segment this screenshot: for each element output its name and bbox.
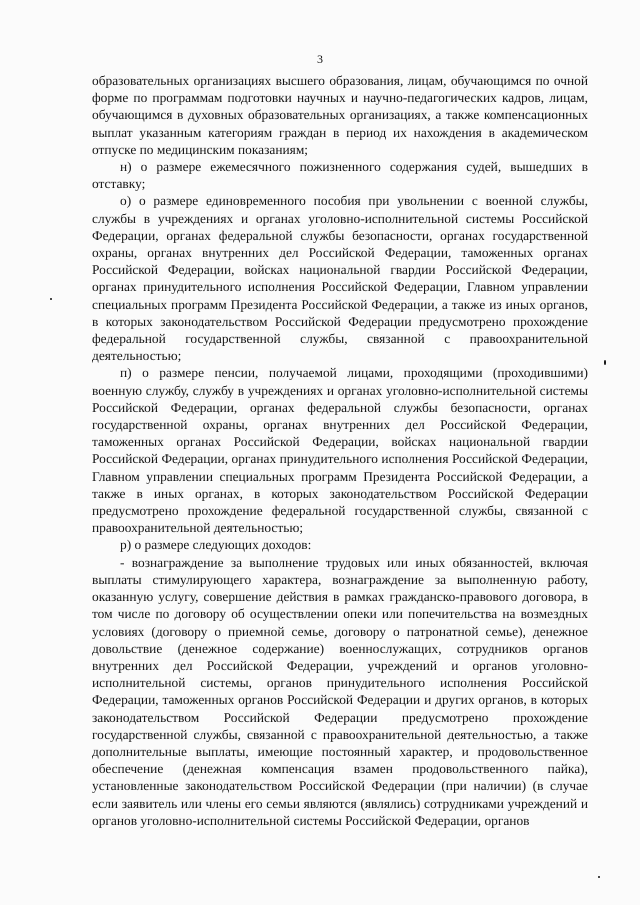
scan-speck	[50, 298, 52, 300]
paragraph-item-r: р) о размере следующих доходов:	[120, 537, 312, 553]
paragraph-continuation: образовательных организациях высшего образования, лицам, обучающимся по очной форме по программам подготовки научных и научно-педагогических кадров, лицам, обучающимся в духовных образовательных организациях, а также компенсационных выплат указанным категориям граждан в период их нахождения в академическом отпуске по медицинским показаниям;	[92, 73, 588, 157]
scan-speck	[604, 360, 606, 365]
paragraph-item-o: о) о размере единовременного пособия при увольнении с военной службы, службы в учреждениях и органах уголовно-исполнительной системы Российской Федерации, органах федеральной службы безопасности, органах государственной охраны, органах внутренних дел Российской Федерации, таможенных органах Российской Федерации, войсках национальной гвардии Российской Федерации, органах принудительного исполнения Российской Федерации, Главном управлении специальных программ Президента Российской Федерации, а также из иных органов, в которых законодательством Российской Федерации предусмотрено прохождение федеральной государственной службы, связанной с правоохранительной деятельностью;	[92, 193, 588, 364]
page-number: 3	[317, 52, 323, 66]
paragraph-item-p: п) о размере пенсии, получаемой лицами, проходящими (проходившими) военную службу, службу в учреждениях и органах уголовно-исполнительной системы Российской Федерации, органах федеральной службы безопасности, органах государственной охраны, органах внутренних дел Российской Федерации, таможенных органах Российской Федерации, войсках национальной гвардии Российской Федерации, органах принудительного исполнения Российской Федерации, Главном управлении специальных программ Президента Российской Федерации, а также в иных органах, в которых законодательством Российской Федерации предусмотрено прохождение федеральной государственной службы, связанной с правоохранительной деятельностью;	[92, 365, 588, 536]
scan-speck	[598, 876, 600, 878]
paragraph-item-r-income: - вознаграждение за выполнение трудовых или иных обязанностей, включая выплаты стимулирующего характера, вознаграждение за выполненную работу, оказанную услугу, совершение действия в рамках гражданско-правового договора, в том числе по договору об осуществлении опеки или попечительства на возмездных условиях (договору о приемной семье, договору о патронатной семье), денежное довольствие (денежное содержание) военнослужащих, сотрудников органов внутренних дел Российской Федерации, учреждений и органов уголовно-исполнительной системы, органов принудительного исполнения Российской Федерации, таможенных органов Российской Федерации и других органов, в которых законодательством Российской Федерации предусмотрено прохождение государственной службы, связанной с правоохранительной деятельностью, а также дополнительные выплаты, имеющие постоянный характер, и продовольственное обеспечение (денежная компенсация взамен продовольственного пайка), установленные законодательством Российской Федерации (при наличии) (в случае если заявитель или члены его семьи являются (являлись) сотрудниками учреждений и органов уголовно-исполнительной системы Российской Федерации, органов	[92, 554, 588, 828]
document-body	[92, 72, 588, 829]
paragraph-item-n: н) о размере ежемесячного пожизненного содержания судей, вышедших в отставку;	[92, 159, 588, 192]
